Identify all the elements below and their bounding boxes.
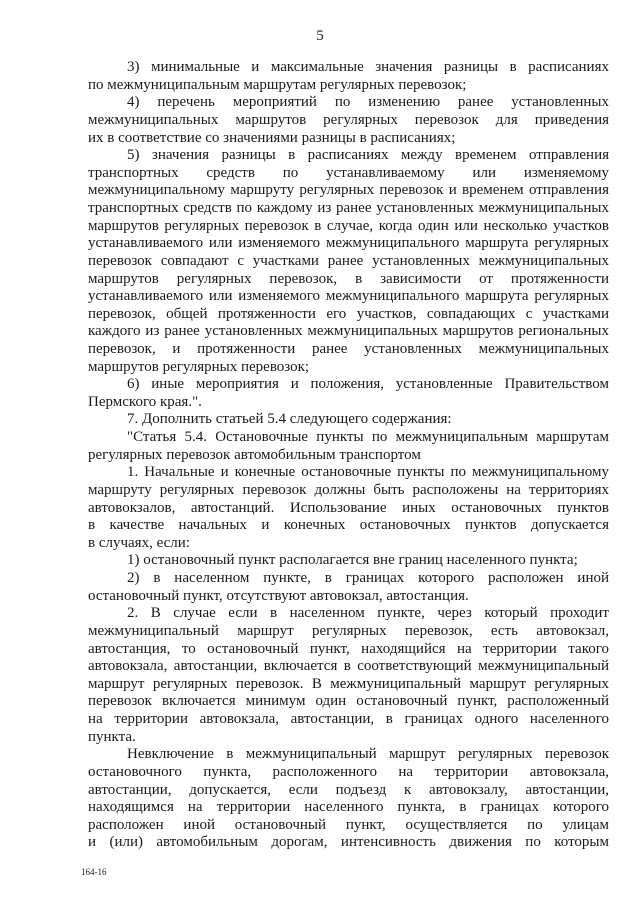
- text-line: транспортных средств по устанавливаемому или изменяемому: [88, 164, 609, 181]
- text-line: маршрутов регулярных перевозок;: [88, 358, 310, 375]
- text-line: остановочного пункта, расположенного на территории автовокзала,: [88, 763, 609, 780]
- page-number: 5: [316, 28, 324, 44]
- text-line: 2. В случае если в населенном пункте, через который проходит: [127, 605, 609, 622]
- text-line: межмуниципальный маршрут регулярных перевозок, есть автовокзал,: [88, 622, 609, 639]
- text-line: перевозок совпадают с участками ранее установленных межмуниципальных: [88, 252, 609, 269]
- text-line: маршрутов регулярных перевозок в случае, когда один или несколько участков: [88, 217, 609, 234]
- text-line: транспортных средств по каждому из ранее установленных межмуниципальных: [88, 200, 609, 216]
- text-line: 1) остановочный пункт располагается вне границ населенного пункта;: [127, 552, 578, 569]
- text-line: 6) иные мероприятия и положения, установленные Правительством: [127, 376, 609, 393]
- text-line: межмуниципальных маршрутов регулярных перевозок для приведения: [88, 111, 609, 128]
- text-line: межмуниципальному маршруту регулярных перевозок и временем отправления: [88, 182, 609, 199]
- text-line: устанавливаемого или изменяемого межмуниципального маршрута регулярных: [88, 235, 609, 252]
- text-line: расположен иной остановочный пункт, осуществляется по улицам: [88, 816, 609, 833]
- text-line: Невключение в межмуниципальный маршрут регулярных перевозок: [127, 746, 609, 763]
- text-line: по межмуниципальным маршрутам регулярных перевозок;: [88, 76, 467, 93]
- text-line: маршруту регулярных перевозок должны быть расположены на территориях: [88, 481, 609, 498]
- text-line: 3) минимальные и максимальные значения разницы в расписаниях: [127, 59, 609, 75]
- text-line: устанавливаемого или изменяемого межмуниципального маршрута регулярных: [88, 288, 609, 305]
- text-line: маршрутов регулярных перевозок, в зависимости от протяженности: [88, 270, 609, 287]
- text-line: на территории автовокзала, автостанции, в границах одного населенного: [88, 711, 609, 727]
- text-line: перевозок включается минимум один остановочный пункт, расположенный: [88, 693, 609, 710]
- footer-code: 164-16: [81, 867, 107, 877]
- text-line: автовокзала, автостанции, включается в соответствующий межмуниципальный: [88, 658, 609, 675]
- text-line: и (или) автомобильным дорогам, интенсивность движения по которым: [88, 834, 609, 851]
- text-line: автостанция, то остановочный пункт, находящийся на территории такого: [88, 640, 609, 657]
- text-line: остановочный пункт, отсутствуют автовокзал, автостанция.: [88, 587, 469, 604]
- text-line: "Статья 5.4. Остановочные пункты по межмуниципальным маршрутам: [127, 429, 609, 446]
- text-line: 5) значения разницы в расписаниях между временем отправления: [127, 147, 609, 164]
- text-line: регулярных перевозок автомобильным транспортом: [88, 446, 421, 463]
- text-line: каждого из ранее установленных межмуниципальных маршрутов региональных: [88, 323, 609, 340]
- text-line: в случаях, если:: [88, 534, 190, 551]
- text-line: автовокзалов, автостанций. Использование иных остановочных пунктов: [88, 499, 609, 516]
- text-line: 1. Начальные и конечные остановочные пункты по межмуниципальному: [127, 464, 609, 481]
- text-line: их в соответствие со значениями разницы в расписаниях;: [88, 129, 456, 146]
- text-line: Пермского края.".: [88, 393, 202, 410]
- text-line: находящимся на территории населенного пункта, в границах которого: [88, 799, 609, 816]
- text-line: пункта.: [88, 728, 136, 745]
- text-line: 7. Дополнить статьей 5.4 следующего содержания:: [127, 411, 452, 428]
- text-line: 4) перечень мероприятий по изменению ранее установленных: [127, 94, 609, 111]
- text-line: 2) в населенном пункте, в границах которого расположен иной: [127, 570, 609, 586]
- text-line: перевозок, и протяженности ранее установленных межмуниципальных: [88, 341, 609, 357]
- text-line: автостанции, допускается, если подъезд к автовокзалу, автостанции,: [88, 781, 609, 798]
- text-line: маршрут регулярных перевозок. В межмуниципальный маршрут регулярных: [88, 675, 609, 692]
- text-line: перевозок, общей протяженности его участков, совпадающих с участками: [88, 305, 609, 322]
- text-line: в качестве начальных и конечных остановочных пунктов допускается: [88, 517, 609, 534]
